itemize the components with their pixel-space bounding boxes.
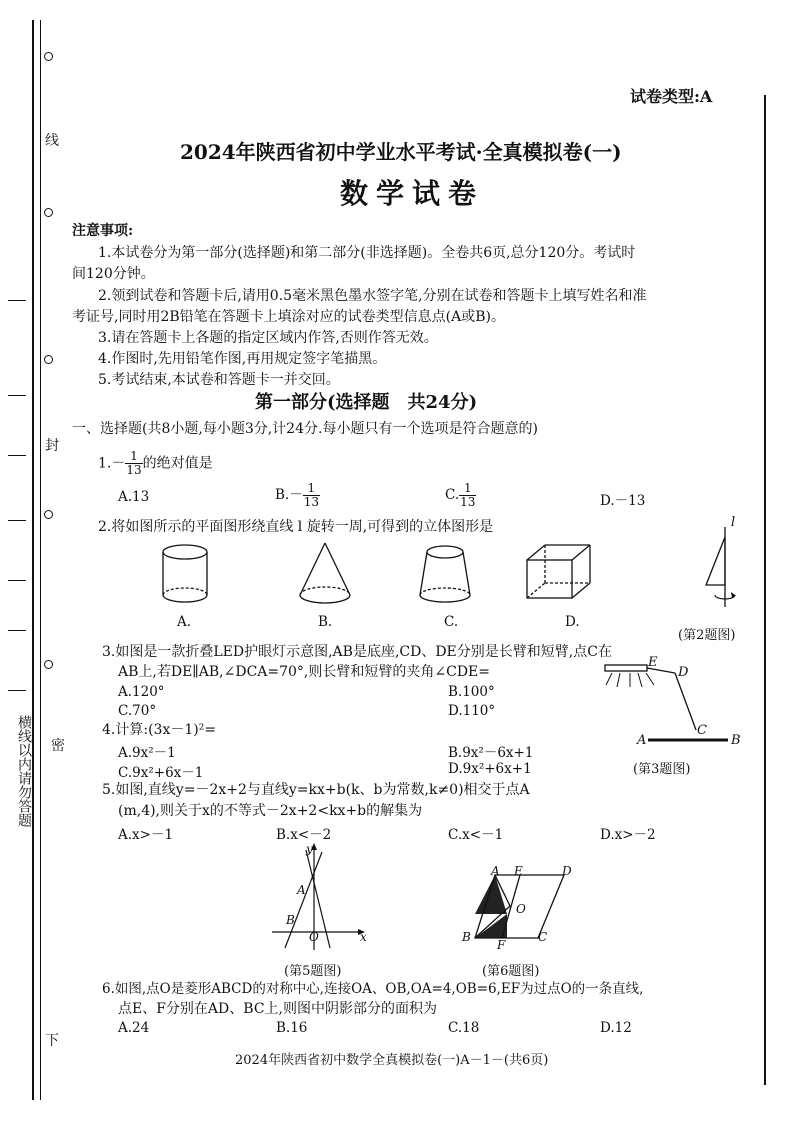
q5-option-b: B.x<－2 xyxy=(276,827,332,843)
frustum-figure xyxy=(420,546,470,602)
q6-stem-line1: 6.如图,点O是菱形ABCD的对称中心,连接OA、OB,OA=4,OB=6,EF为过点O的一条直线, xyxy=(102,981,644,997)
section1-heading: 一、选择题(共8小题,每小题3分,计24分.每小题只有一个选项是符合题意的) xyxy=(72,421,538,437)
q6-label-a: A xyxy=(491,864,500,878)
note-line: 1.本试卷分为第一部分(选择题)和第二部分(非选择题)。全卷共6页,总分120分。考试时 xyxy=(98,245,636,261)
q5-label-x: x xyxy=(360,930,367,944)
q3-option-c: C.70° xyxy=(118,703,157,719)
binding-xia: 下 xyxy=(45,1033,59,1049)
q1-option-c: C. $\frac{1}{13}$ xyxy=(445,481,476,509)
q3-label-a: A xyxy=(637,733,647,748)
q6-label-b: B xyxy=(462,930,471,944)
q5-label-o: O xyxy=(309,930,319,944)
q2-option-b: B. xyxy=(318,614,333,630)
q3-label-b: B xyxy=(731,733,741,748)
q5-option-a: A.x>－1 xyxy=(118,827,174,843)
q6-option-d: D.12 xyxy=(600,1020,632,1036)
binding-hole xyxy=(44,208,53,217)
q2-option-a: A. xyxy=(177,614,192,630)
note-line: 5.考试结束,本试卷和答题卡一并交回。 xyxy=(98,372,340,388)
page-title: 2024年陕西省初中学业水平考试·全真模拟卷(一) xyxy=(180,140,622,164)
binding-hole xyxy=(44,660,53,669)
q3-option-d: D.110° xyxy=(448,703,496,719)
right-margin-line xyxy=(764,95,766,1085)
q4-option-d: D.9x²+6x+1 xyxy=(448,761,532,777)
q3-figure-caption: (第3题图) xyxy=(633,762,691,777)
note-line: 间120分钟。 xyxy=(72,266,155,282)
q4-option-a: A.9x²－1 xyxy=(118,745,176,761)
q2-solids xyxy=(155,540,635,615)
q4-option-c: C.9x²+6x－1 xyxy=(118,765,204,781)
q6-label-o: O xyxy=(516,902,526,916)
binding-mi: 密 xyxy=(51,738,65,754)
q1-prefix: 1.－ xyxy=(98,455,126,472)
cylinder-figure xyxy=(163,545,207,602)
note-line: 3.请在答题卡上各题的指定区域内作答,否则作答无效。 xyxy=(98,330,438,346)
part1-title: 第一部分(选择题 共24分) xyxy=(255,392,478,413)
q3-stem-line1: 3.如图是一款折叠LED护眼灯示意图,AB是底座,CD、DE分别是长臂和短臂,点C在 xyxy=(102,644,612,660)
note-line: 2.领到试卷和答题卡后,请用0.5毫米黑色墨水签字笔,分别在试卷和答题卡上填写姓名和准 xyxy=(98,288,647,304)
q3-option-a: A.120° xyxy=(118,684,165,700)
binding-hole xyxy=(44,355,53,364)
q2-figure xyxy=(690,515,750,610)
q6-option-c: C.18 xyxy=(448,1020,480,1036)
q5-figure xyxy=(270,840,370,955)
q6-option-a: A.24 xyxy=(118,1020,150,1036)
q6-option-b: B.16 xyxy=(276,1020,308,1036)
q5-label-y: y xyxy=(306,842,313,856)
cone-figure xyxy=(300,543,350,603)
binding-hole xyxy=(44,52,53,61)
q1-stem xyxy=(98,450,213,477)
q1-suffix: 的绝对值是 xyxy=(142,455,213,472)
q5-label-a: A xyxy=(297,883,306,897)
page-footer: 2024年陕西省初中数学全真模拟卷(一)A－1－(共6页) xyxy=(235,1053,549,1068)
q5-stem-line1: 5.如图,直线y=－2x+2与直线y=kx+b(k、b为常数,k≠0)相交于点A xyxy=(102,782,530,798)
paper-type: 试卷类型:A xyxy=(630,87,713,106)
q1-fraction: $\frac{1}{13}$ xyxy=(126,449,142,477)
q6-label-f: F xyxy=(497,938,506,952)
q5-figure-caption: (第5题图) xyxy=(284,964,342,979)
cuboid-figure xyxy=(527,545,590,598)
q2-stem: 2.将如图所示的平面图形绕直线 l 旋转一周,可得到的立体图形是 xyxy=(98,519,494,535)
notes-heading: 注意事项: xyxy=(72,223,134,239)
q1-option-b: B.－ $\frac{1}{13}$ xyxy=(275,481,319,509)
q2-figure-caption: (第2题图) xyxy=(678,628,736,643)
q3-label-e: E xyxy=(648,655,658,670)
note-line: 考证号,同时用2B铅笔在答题卡上填涂对应的试卷类型信息点(A或B)。 xyxy=(72,309,505,325)
q2-figure-label-l: l xyxy=(731,515,736,530)
binding-warning: 横线以内请勿答题 xyxy=(16,715,32,827)
q5-option-c: C.x<－1 xyxy=(448,827,504,843)
binding-feng: 封 xyxy=(45,438,59,454)
q5-option-d: D.x>－2 xyxy=(600,827,656,843)
q6-label-c: C xyxy=(538,930,548,944)
q3-figure xyxy=(600,655,750,755)
q6-label-d: D xyxy=(562,864,572,878)
q1-option-a: A.13 xyxy=(118,489,150,505)
page-subtitle: 数学试卷 xyxy=(340,177,485,210)
q4-option-b: B.9x²－6x+1 xyxy=(448,745,534,761)
q3-stem-line2: AB上,若DE∥AB,∠DCA=70°,则长臂和短臂的夹角∠CDE= xyxy=(118,664,490,680)
binding-xian: 线 xyxy=(45,133,59,149)
q3-option-b: B.100° xyxy=(448,684,495,700)
q5-stem-line2: (m,4),则关于x的不等式－2x+2<kx+b的解集为 xyxy=(118,803,423,819)
note-line: 4.作图时,先用铅笔作图,再用规定签字笔描黑。 xyxy=(98,351,387,367)
q6-label-e: E xyxy=(514,864,523,878)
q3-label-d: D xyxy=(678,665,689,680)
q1-option-d: D.－13 xyxy=(600,493,646,509)
q4-stem: 4.计算:(3x－1)²= xyxy=(102,722,217,738)
q6-stem-line2: 点E、F分别在AD、BC上,则图中阴影部分的面积为 xyxy=(118,1001,437,1017)
q6-figure-caption: (第6题图) xyxy=(482,964,540,979)
q2-option-d: D. xyxy=(565,614,580,630)
binding-hole xyxy=(44,510,53,519)
q5-label-b: B xyxy=(286,913,295,927)
q2-option-c: C. xyxy=(444,614,459,630)
q3-label-c: C xyxy=(697,723,707,738)
